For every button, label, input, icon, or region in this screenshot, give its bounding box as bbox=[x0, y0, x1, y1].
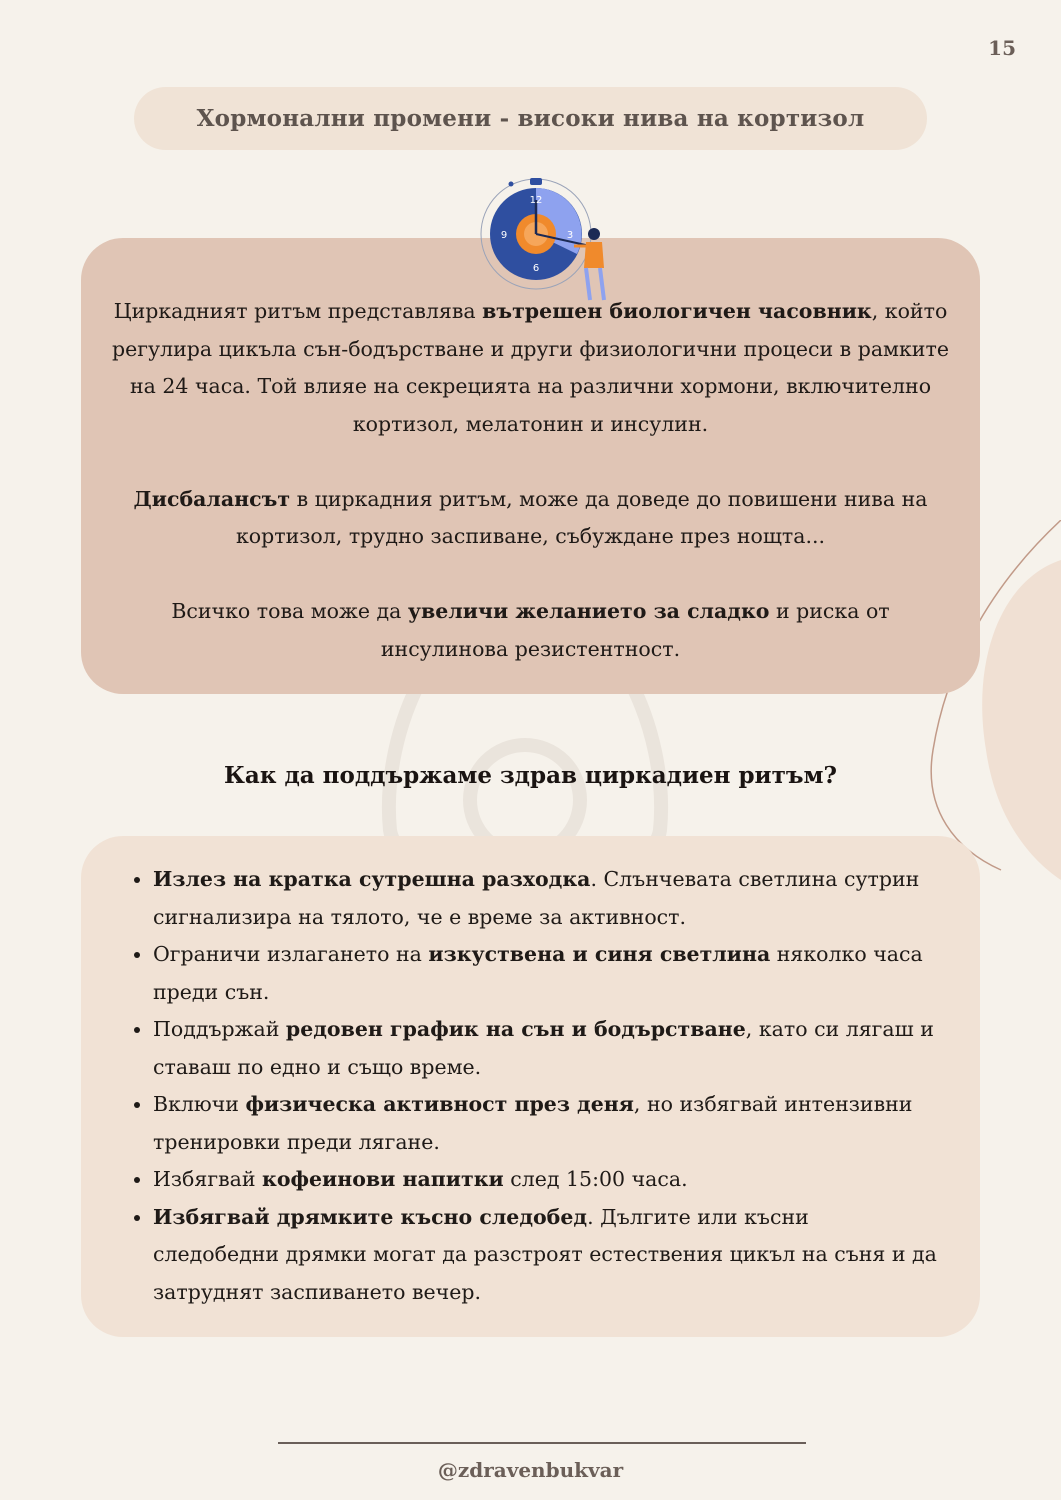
tips-heading: Как да поддържаме здрав циркадиен ритъм? bbox=[224, 762, 837, 789]
page-title: Хормонални промени - високи нива на кортизол bbox=[196, 105, 865, 132]
intro-paragraph-3: Всичко това може да увеличи желанието за сладко и риска от инсулинова резистентност. bbox=[171, 599, 890, 661]
clock-number-6: 6 bbox=[532, 263, 540, 274]
tip-item: • Излез на кратка сутрешна разходка. Слънчевата светлина сутрин сигнализира на тялото, че е време за активност. bbox=[153, 861, 940, 936]
footer-divider bbox=[278, 1442, 806, 1444]
intro-paragraph-2: Дисбалансът в циркадния ритъм, може да доведе до повишени нива на кортизол, трудно заспиване, събуждане през нощта... bbox=[133, 486, 928, 548]
tip-item: • Включи физическа активност през деня, но избягвай интензивни тренировки преди лягане. bbox=[153, 1086, 940, 1161]
intro-paragraph-1: Циркадният ритъм представлява вътрешен биологичен часовник, който регулира цикъла сън-бодърстване и други физиологични процеси в рамките на 24 часа. Той влияе на секрецията на различни хормони, включително кортизол, мелатонин и инсулин. bbox=[112, 299, 949, 436]
tips-list bbox=[153, 861, 940, 1311]
tip-item: • Поддържай редовен график на сън и бодърстване, като си лягаш и ставаш по едно и също време. bbox=[153, 1011, 940, 1086]
tips-card bbox=[81, 836, 980, 1337]
clock-number-12: 12 bbox=[529, 195, 543, 206]
tip-item: • Избягвай кофеинови напитки след 15:00 часа. bbox=[153, 1161, 940, 1199]
tip-item: • Ограничи излагането на изкуствена и синя светлина няколко часа преди сън. bbox=[153, 936, 940, 1011]
tip-item: • Избягвай дрямките късно следобед. Дългите или късни следобедни дрямки могат да разстроят естествения цикъл на съня и да затруднят заспиването вечер. bbox=[153, 1199, 940, 1312]
page-title-banner bbox=[134, 87, 927, 150]
clock-illustration bbox=[478, 176, 618, 304]
footer-social-handle: @zdravenbukvar bbox=[437, 1458, 624, 1482]
page-number: 15 bbox=[988, 36, 1016, 60]
intro-card bbox=[81, 238, 980, 694]
clock-number-3: 3 bbox=[566, 230, 574, 241]
clock-number-9: 9 bbox=[500, 230, 508, 241]
